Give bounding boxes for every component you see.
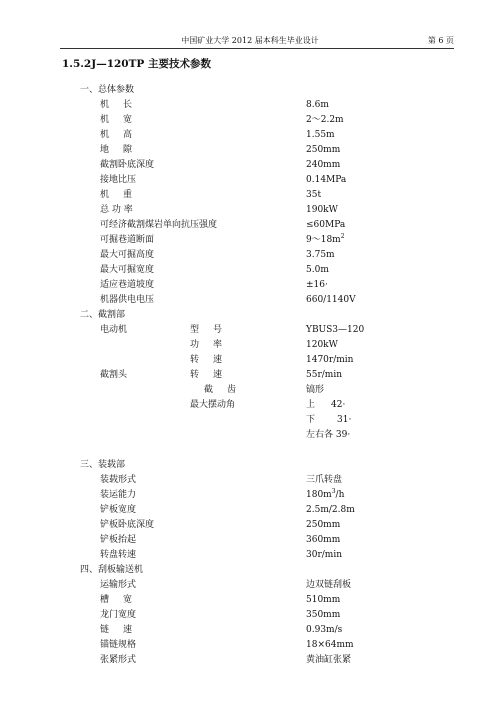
section-heading: 四、刮板输送机 xyxy=(80,565,144,575)
spec-row: 接地比压 0.14MPa xyxy=(100,175,347,185)
header-divider xyxy=(60,48,454,49)
spec-row: 张紧形式 黄油缸张紧 xyxy=(100,655,352,665)
spec-row: 装载形式 三爪转盘 xyxy=(100,475,343,485)
spec-row: 功率 120kW xyxy=(190,340,338,350)
spec-row: 电动机 型号 YBUS3—120 xyxy=(100,325,365,335)
spec-row: 左右各 39· xyxy=(306,430,351,440)
spec-row: 锚链规格 18×64mm xyxy=(100,640,354,650)
spec-row: 铲板卧底深度 250mm xyxy=(100,520,341,530)
section-heading: 一、总体参数 xyxy=(80,85,135,95)
spec-row: 下 31· xyxy=(306,415,352,425)
section-heading: 三、装载部 xyxy=(80,460,126,470)
spec-row: 可经济截割煤岩单向抗压强度 ≤60MPa xyxy=(100,220,346,230)
spec-row: 机高 1.55m xyxy=(100,130,335,140)
spec-row: 机器供电电压 660/1140V xyxy=(100,295,356,305)
spec-row: 最大可掘宽度 5.0m xyxy=(100,265,329,275)
spec-row: 最大可掘高度 3.75m xyxy=(100,250,335,260)
header-page-number: 第 6 页 xyxy=(427,36,454,45)
spec-row: 机重 35t xyxy=(100,190,322,200)
spec-row: 适应巷道坡度 ±16· xyxy=(100,280,328,290)
spec-row: 龙门宽度 350mm xyxy=(100,610,341,620)
spec-row: 槽宽 510mm xyxy=(100,595,341,605)
page-header xyxy=(0,34,500,48)
section-heading: 二、截割部 xyxy=(80,310,126,320)
spacer-row xyxy=(0,443,500,458)
spec-row: 链速 0.93m/s xyxy=(100,625,343,635)
header-title: 中国矿业大学 2012 届本科生毕业设计 xyxy=(181,36,319,45)
spec-row: 运输形式 边双链刮板 xyxy=(100,580,352,590)
spec-row: 地隙 250mm xyxy=(100,145,341,155)
spec-row: 可掘巷道断面 $9\sim 18m^2$ xyxy=(100,233,345,245)
spec-row: 转速 1470r/min xyxy=(190,355,354,365)
spec-row: 转盘转速 30r/min xyxy=(100,550,342,560)
spec-row: 总 功 率 190kW xyxy=(100,205,338,215)
spec-row: 机长 8.6m xyxy=(100,100,329,110)
spec-row: 最大摆动角 上 42· xyxy=(190,400,346,410)
spec-row: 装运能力 $180m^3/h$ xyxy=(100,488,345,500)
spec-row: 铲板抬起 360mm xyxy=(100,535,341,545)
spec-row: 截割卧底深度 240mm xyxy=(100,160,341,170)
spec-row: 截齿 镐形 xyxy=(204,385,325,395)
section-title: 1.5.2J—120TP 主要技术参数 xyxy=(62,58,211,70)
spec-row: 截割头 转速 55r/min xyxy=(100,370,342,380)
spec-list xyxy=(0,83,500,668)
spec-row: 铲板宽度 2.5m/2.8m xyxy=(100,505,355,515)
spec-row: 机宽 2～2.2m xyxy=(100,115,344,125)
